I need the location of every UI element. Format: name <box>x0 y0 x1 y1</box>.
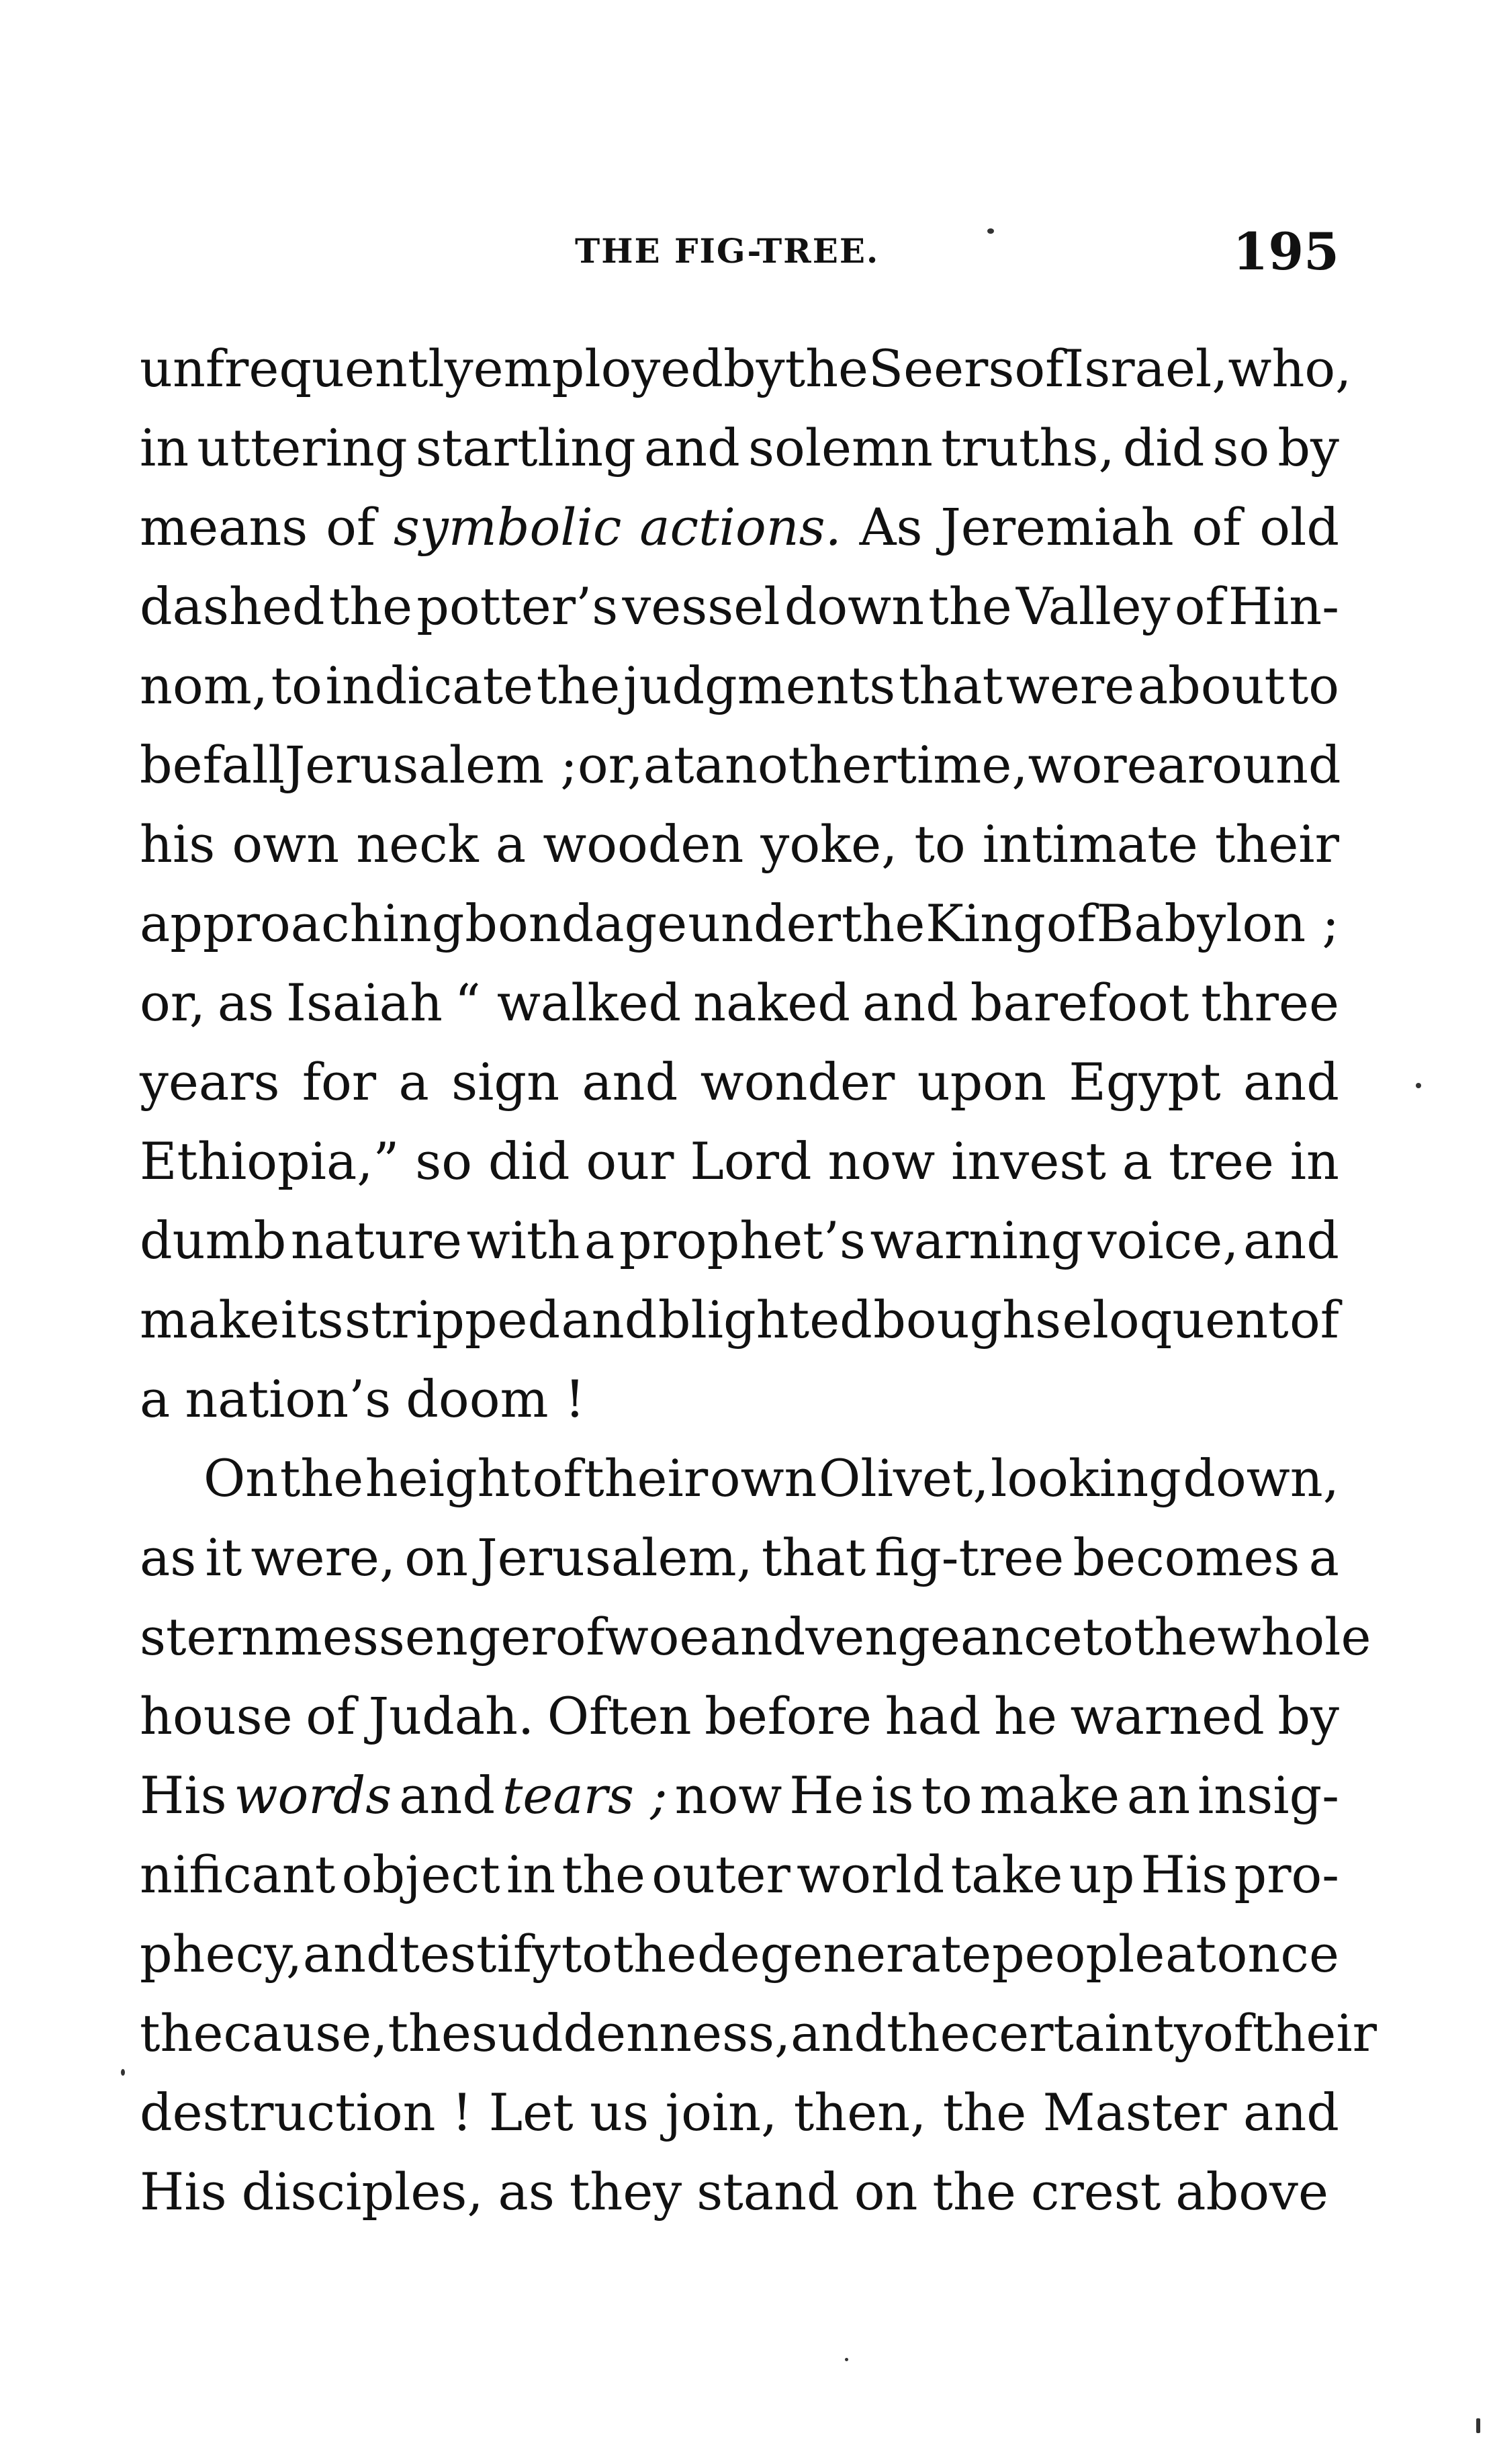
word: they <box>569 2162 682 2221</box>
word: voice, <box>1087 1211 1239 1270</box>
word: stern <box>140 1607 274 1667</box>
word: years <box>140 1052 280 1112</box>
word: and <box>1242 1052 1339 1112</box>
word: so <box>415 1131 472 1191</box>
word: messenger <box>273 1607 555 1667</box>
word: the <box>613 1924 697 1984</box>
word: the <box>536 656 621 715</box>
text-line <box>140 1280 1339 1360</box>
word: naked <box>693 973 851 1032</box>
word: of <box>1203 2003 1253 2063</box>
word: is <box>871 1765 914 1825</box>
word: nature <box>290 1211 462 1270</box>
word: warning <box>870 1211 1084 1270</box>
word: a <box>1308 1528 1339 1587</box>
word: a <box>584 1211 615 1270</box>
word: yoke, <box>760 814 898 874</box>
word: nificant <box>140 1845 336 1904</box>
word: under <box>688 893 841 953</box>
word: and <box>1242 1211 1339 1270</box>
word: a <box>495 814 527 874</box>
word: object <box>341 1845 500 1904</box>
word: at <box>643 735 694 795</box>
word: with <box>466 1211 580 1270</box>
word: cause, <box>223 2003 388 2063</box>
word: pro- <box>1234 1845 1339 1904</box>
word: once <box>1216 1924 1339 1984</box>
word: above <box>1175 2162 1328 2221</box>
word: of <box>555 1607 605 1667</box>
word: degenerate <box>696 1924 992 1984</box>
word: startling <box>415 418 636 478</box>
word: testify <box>399 1924 561 1984</box>
text-line <box>140 1994 1377 2073</box>
word: His <box>140 1765 227 1825</box>
word: as <box>217 973 275 1032</box>
word: the <box>928 576 1012 636</box>
speck-mark <box>1476 2418 1480 2433</box>
word: and <box>1243 2082 1339 2142</box>
text-line <box>140 805 1339 884</box>
word: make <box>979 1765 1120 1825</box>
word: own <box>232 814 340 874</box>
text-line <box>140 1201 1339 1280</box>
word: His <box>140 2162 227 2221</box>
word: a <box>140 1369 171 1429</box>
text-line <box>140 1756 1339 1835</box>
word: vessel <box>622 576 780 636</box>
word: judgments <box>623 656 896 715</box>
word: another <box>694 735 897 795</box>
word: the <box>932 2162 1016 2221</box>
text-line <box>140 408 1339 488</box>
word: before <box>705 1686 872 1746</box>
word: the <box>279 1448 364 1508</box>
word: in <box>1290 1131 1339 1191</box>
word: join, <box>665 2082 778 2142</box>
word: world <box>797 1845 945 1904</box>
word: up <box>1069 1845 1135 1904</box>
word: down <box>784 576 925 636</box>
word: invest <box>951 1131 1106 1191</box>
word: make <box>140 1290 280 1350</box>
word: On <box>204 1448 279 1508</box>
word: Egypt <box>1069 1052 1221 1112</box>
word: “ walked <box>454 973 682 1032</box>
word: boughs <box>873 1290 1062 1350</box>
word: take <box>950 1845 1063 1904</box>
word: so <box>1212 418 1270 478</box>
word: disciples, <box>241 2162 484 2221</box>
word: Judah. <box>368 1686 535 1746</box>
word: to <box>1082 1607 1134 1667</box>
word: and <box>709 1607 806 1667</box>
speck-mark <box>121 2069 125 2076</box>
word: for <box>302 1052 377 1112</box>
word: and <box>643 418 740 478</box>
word: Jerusalem, <box>477 1528 753 1587</box>
word: Jeremiah <box>940 497 1174 557</box>
word: and <box>862 973 958 1032</box>
word: or, <box>140 973 206 1032</box>
word: dashed <box>140 576 325 636</box>
word: Often <box>547 1686 692 1746</box>
text-line <box>140 1597 1371 1677</box>
word: did <box>1122 418 1205 478</box>
word: suddenness, <box>471 2003 791 2063</box>
word: neck <box>356 814 479 874</box>
word: Valley <box>1015 576 1171 636</box>
word: house <box>140 1686 293 1746</box>
word: outer <box>651 1845 790 1904</box>
word: as <box>140 1528 197 1587</box>
paragraph <box>140 329 1352 1439</box>
text-line <box>140 329 1352 408</box>
word: looking <box>991 1448 1181 1508</box>
speck-mark <box>987 228 994 234</box>
text-line <box>140 963 1339 1043</box>
word: befall <box>140 735 285 795</box>
word: in <box>506 1845 556 1904</box>
word: to <box>271 656 322 715</box>
word: down, <box>1183 1448 1339 1508</box>
word: indicate <box>325 656 534 715</box>
word: a <box>398 1052 429 1112</box>
word: uttering <box>197 418 408 478</box>
word: to <box>921 1765 973 1825</box>
word: now <box>827 1131 936 1191</box>
running-title: THE FIG-TREE. <box>575 231 880 271</box>
word: and <box>561 1290 658 1350</box>
word: barefoot <box>970 973 1189 1032</box>
word: blighted <box>658 1290 872 1350</box>
word: he <box>994 1686 1057 1746</box>
word: the <box>328 576 413 636</box>
page-number: 195 <box>1232 222 1339 281</box>
word: bondage <box>465 893 688 953</box>
word: then, <box>793 2082 927 2142</box>
word: nation’s <box>185 1369 392 1429</box>
word: intimate <box>982 814 1198 874</box>
word: in <box>140 418 189 478</box>
word: fig-tree <box>874 1528 1065 1587</box>
word: to <box>561 1924 613 1984</box>
word: actions. <box>639 497 842 557</box>
word: height <box>365 1448 531 1508</box>
word: by <box>723 339 785 398</box>
text-line <box>140 1439 1339 1518</box>
word: words <box>234 1765 392 1825</box>
text-line <box>140 2152 1339 2232</box>
text-line <box>140 1915 1339 1994</box>
word: of <box>532 1448 582 1508</box>
word: people <box>992 1924 1165 1984</box>
word: now <box>674 1765 782 1825</box>
text-line <box>140 2073 1339 2152</box>
word: and <box>302 1924 399 1984</box>
word: the <box>784 339 869 398</box>
word: of <box>1191 497 1242 557</box>
word: of <box>306 1686 356 1746</box>
word: warned <box>1070 1686 1265 1746</box>
word: his <box>140 814 216 874</box>
word: at <box>1165 1924 1216 1984</box>
word: by <box>1277 1686 1339 1746</box>
text-line <box>140 884 1339 963</box>
word: dumb <box>140 1211 287 1270</box>
word: and <box>790 2003 887 2063</box>
text-line <box>140 1677 1339 1756</box>
word: symbolic <box>393 497 622 557</box>
word: woe <box>604 1607 710 1667</box>
word: insig- <box>1198 1765 1339 1825</box>
word: of <box>1014 339 1065 398</box>
word: nom, <box>140 656 268 715</box>
word: an <box>1126 1765 1191 1825</box>
word: stand <box>696 2162 840 2221</box>
word: Let <box>488 2082 574 2142</box>
word: wonder <box>700 1052 895 1112</box>
word: tears ; <box>502 1765 668 1825</box>
word: the <box>942 2082 1027 2142</box>
speck-mark <box>845 2358 848 2361</box>
word: and <box>582 1052 678 1112</box>
word: us <box>590 2082 649 2142</box>
word: on <box>404 1528 468 1587</box>
word: Seers <box>868 339 1015 398</box>
word: becomes <box>1073 1528 1300 1587</box>
word: three <box>1201 973 1339 1032</box>
text-line <box>140 1043 1339 1122</box>
word: by <box>1277 418 1339 478</box>
word: Olivet, <box>818 1448 989 1508</box>
paragraph <box>140 1439 1377 2232</box>
word: that <box>898 656 1003 715</box>
word: the <box>1133 1607 1218 1667</box>
word: to <box>1287 656 1339 715</box>
word: their <box>584 1448 709 1508</box>
text-line <box>140 1122 1339 1201</box>
word: time, <box>896 735 1028 795</box>
text-line <box>140 1518 1339 1597</box>
word: means <box>140 497 308 557</box>
word: who, <box>1228 339 1352 398</box>
word: about <box>1137 656 1285 715</box>
word: He <box>789 1765 864 1825</box>
word: upon <box>917 1052 1047 1112</box>
word: their <box>1252 2003 1377 2063</box>
text-line <box>140 567 1339 646</box>
word: of <box>326 497 376 557</box>
word: Ethiopia,” <box>140 1131 400 1191</box>
word: Babylon ; <box>1096 893 1339 953</box>
word: certainty <box>970 2003 1204 2063</box>
word: the <box>887 2003 970 2063</box>
word: Master <box>1042 2082 1227 2142</box>
word: stripped <box>345 1290 561 1350</box>
text-line <box>140 488 1339 567</box>
body-text <box>140 329 1377 2232</box>
word: destruction ! <box>140 2082 473 2142</box>
word: to <box>914 814 966 874</box>
text-line <box>140 1360 1339 1439</box>
word: their <box>1214 814 1339 874</box>
word: the <box>841 893 925 953</box>
word: our <box>586 1131 674 1191</box>
word: wore <box>1028 735 1157 795</box>
word: King <box>925 893 1046 953</box>
word: tree <box>1169 1131 1274 1191</box>
word: whole <box>1217 1607 1371 1667</box>
page-header <box>140 222 1339 282</box>
word: Isaiah <box>286 973 443 1032</box>
word: or, <box>577 735 643 795</box>
word: Israel, <box>1064 339 1228 398</box>
word: potter’s <box>416 576 619 636</box>
word: phecy, <box>140 1924 303 1984</box>
word: old <box>1259 497 1339 557</box>
word: were <box>1005 656 1135 715</box>
word: on <box>854 2162 918 2221</box>
word: eloquent <box>1062 1290 1289 1350</box>
word: it <box>205 1528 242 1587</box>
speck-mark <box>1416 1083 1421 1088</box>
word: unfrequently <box>140 339 473 398</box>
word: prophet’s <box>619 1211 866 1270</box>
text-line <box>140 725 1339 805</box>
word: truths, <box>941 418 1115 478</box>
word: own <box>709 1448 817 1508</box>
word: its <box>280 1290 344 1350</box>
word: of <box>1174 576 1224 636</box>
word: around <box>1157 735 1341 795</box>
word: a <box>1122 1131 1153 1191</box>
word: the <box>388 2003 471 2063</box>
word: employed <box>473 339 723 398</box>
word: approaching <box>140 893 465 953</box>
word: Jerusalem ; <box>284 735 578 795</box>
word: of <box>1046 893 1096 953</box>
word: solemn <box>748 418 933 478</box>
word: wooden <box>543 814 744 874</box>
word: sign <box>451 1052 560 1112</box>
text-line <box>140 1835 1339 1915</box>
word: the <box>140 2003 224 2063</box>
word: did <box>488 1131 570 1191</box>
text-line <box>140 646 1339 725</box>
word: the <box>561 1845 645 1904</box>
word: Lord <box>690 1131 812 1191</box>
word: doom ! <box>406 1369 586 1429</box>
word: As <box>859 497 923 557</box>
word: that <box>761 1528 866 1587</box>
word: crest <box>1030 2162 1161 2221</box>
word: His <box>1140 1845 1228 1904</box>
word: vengeance <box>805 1607 1083 1667</box>
word: were, <box>251 1528 396 1587</box>
word: as <box>498 2162 555 2221</box>
word: of <box>1290 1290 1339 1350</box>
word: and <box>399 1765 495 1825</box>
word: had <box>885 1686 981 1746</box>
word: Hin- <box>1228 576 1339 636</box>
